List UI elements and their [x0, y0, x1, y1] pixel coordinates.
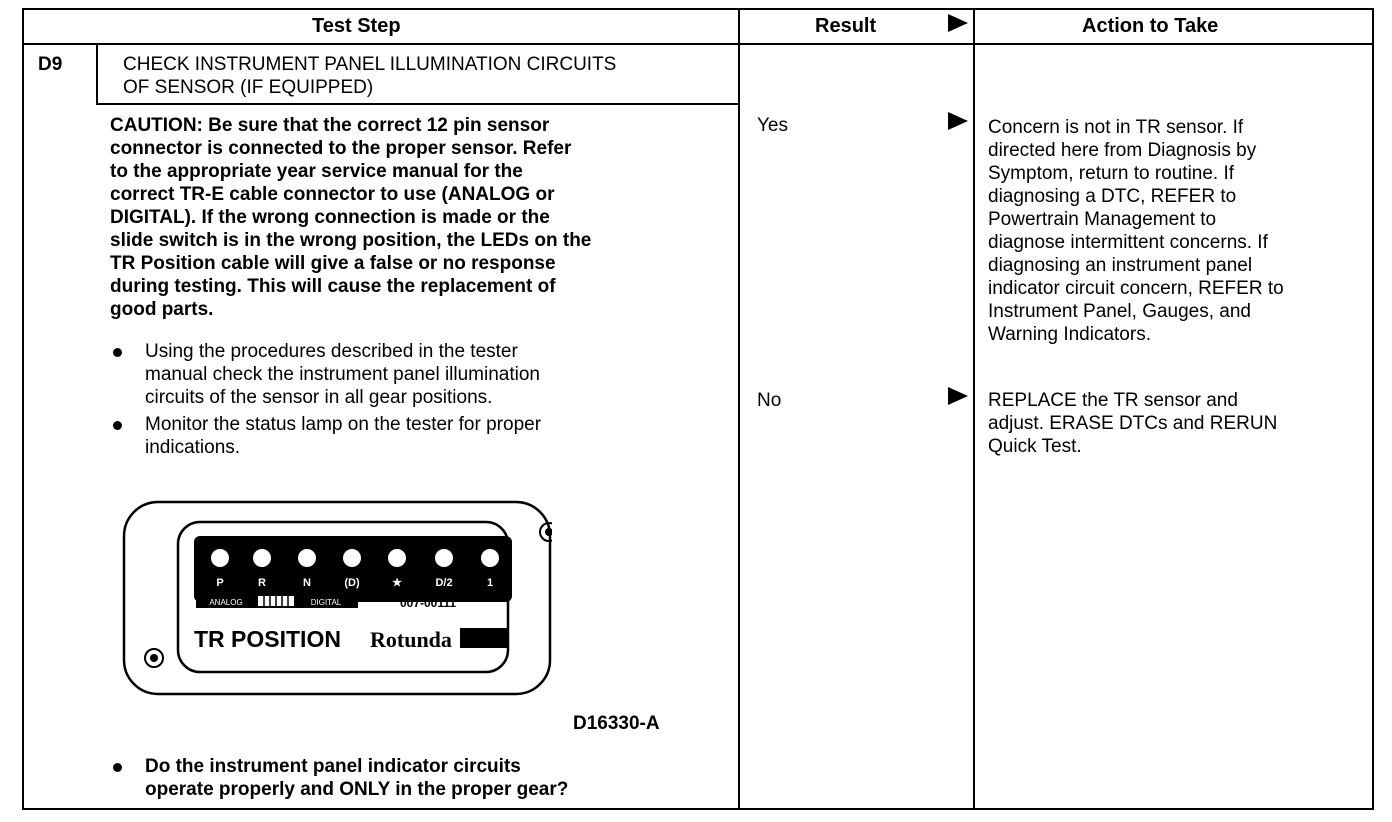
caution-line: correct TR-E cable connector to use (ANALOG or — [110, 184, 555, 205]
tr-position-tester-figure — [122, 500, 552, 696]
caution-line: TR Position cable will give a false or no response — [110, 253, 556, 274]
bullet-line: Using the procedures described in the tester — [145, 341, 518, 362]
table-top-border — [22, 8, 1374, 10]
gear-label: P — [216, 577, 224, 589]
led-panel — [194, 536, 512, 602]
led-light — [481, 549, 499, 567]
bullet-procedure-text — [145, 340, 735, 409]
mode-switch-icon — [258, 596, 294, 606]
figure-id: D16330-A — [573, 713, 660, 734]
result-right-border — [973, 8, 975, 810]
question-text — [145, 755, 735, 801]
test-step-right-border — [738, 8, 740, 810]
brand-badge — [460, 628, 508, 648]
action-line: adjust. ERASE DTCs and RERUN — [988, 413, 1278, 434]
bullet-icon — [113, 763, 122, 772]
screw-bottom-left-icon — [145, 649, 163, 667]
result-yes: Yes — [757, 115, 788, 136]
action-yes-text — [988, 116, 1368, 346]
step-id: D9 — [38, 54, 63, 75]
action-line: indicator circuit concern, REFER to — [988, 278, 1284, 299]
led-light — [253, 549, 271, 567]
caution-line: CAUTION: Be sure that the correct 12 pin sensor — [110, 115, 550, 136]
caution-text — [110, 114, 730, 321]
bullet-line: manual check the instrument panel illumination — [145, 364, 540, 385]
table-bottom-border — [22, 808, 1374, 810]
gear-label: 1 — [486, 577, 494, 589]
caution-line: during testing. This will cause the replacement of — [110, 276, 556, 297]
gear-label: R — [258, 577, 266, 589]
action-line: Warning Indicators. — [988, 324, 1151, 345]
part-number: 007-00111 — [399, 596, 457, 610]
action-line: Quick Test. — [988, 436, 1082, 457]
gear-label: (D) — [344, 577, 360, 589]
caution-line: DIGITAL). If the wrong connection is made or the — [110, 207, 550, 228]
step-title-line-2: OF SENSOR (IF EQUIPPED) — [123, 77, 374, 98]
bullet-line: circuits of the sensor in all gear positions. — [145, 387, 493, 408]
gear-label: D/2 — [435, 577, 453, 589]
led-light — [211, 549, 229, 567]
result-no: No — [757, 390, 782, 411]
action-line: diagnosing an instrument panel — [988, 255, 1253, 276]
gear-label: ★ — [392, 577, 402, 589]
action-line: Powertrain Management to — [988, 209, 1217, 230]
question-line: Do the instrument panel indicator circuits — [145, 756, 521, 777]
header-bottom-border — [22, 43, 1374, 45]
bullet-line: indications. — [145, 437, 241, 458]
action-line: diagnose intermittent concerns. If — [988, 232, 1268, 253]
brand-logo: Rotunda — [370, 627, 452, 652]
caution-line: connector is connected to the proper sensor. Refer — [110, 138, 572, 159]
tester-title: TR POSITION — [194, 626, 341, 652]
header-test-step: Test Step — [312, 15, 401, 37]
led-light — [388, 549, 406, 567]
led-light — [435, 549, 453, 567]
action-line: directed here from Diagnosis by — [988, 140, 1257, 161]
action-line: diagnosing a DTC, REFER to — [988, 186, 1237, 207]
question-line: operate properly and ONLY in the proper gear? — [145, 779, 569, 800]
header-action: Action to Take — [1082, 15, 1219, 37]
bullet-icon — [113, 348, 122, 357]
action-line: Symptom, return to routine. If — [988, 163, 1235, 184]
led-light — [343, 549, 361, 567]
bullet-line: Monitor the status lamp on the tester for proper — [145, 414, 542, 435]
step-id-divider — [96, 43, 98, 105]
action-line: REPLACE the TR sensor and — [988, 390, 1238, 411]
header-result: Result — [815, 15, 877, 37]
action-no-text — [988, 389, 1368, 458]
mode-label-analog: ANALOG — [209, 598, 243, 607]
caution-line: slide switch is in the wrong position, the LEDs on the — [110, 230, 592, 251]
arrow-icon — [948, 14, 968, 32]
action-line: Concern is not in TR sensor. If — [988, 117, 1244, 138]
table-right-border — [1372, 8, 1374, 810]
gear-label: N — [303, 577, 311, 589]
step-title-line-1: CHECK INSTRUMENT PANEL ILLUMINATION CIRCUITS — [123, 54, 617, 75]
action-line: Instrument Panel, Gauges, and — [988, 301, 1251, 322]
table-left-border — [22, 8, 24, 810]
bullet-monitor-text — [145, 413, 735, 459]
arrow-icon — [948, 112, 968, 130]
led-light — [298, 549, 316, 567]
title-bottom-border — [96, 103, 738, 105]
caution-line: good parts. — [110, 299, 214, 320]
bullet-icon — [113, 421, 122, 430]
caution-line: to the appropriate year service manual for the — [110, 161, 523, 182]
mode-label-digital: DIGITAL — [310, 598, 342, 607]
arrow-icon — [948, 387, 968, 405]
